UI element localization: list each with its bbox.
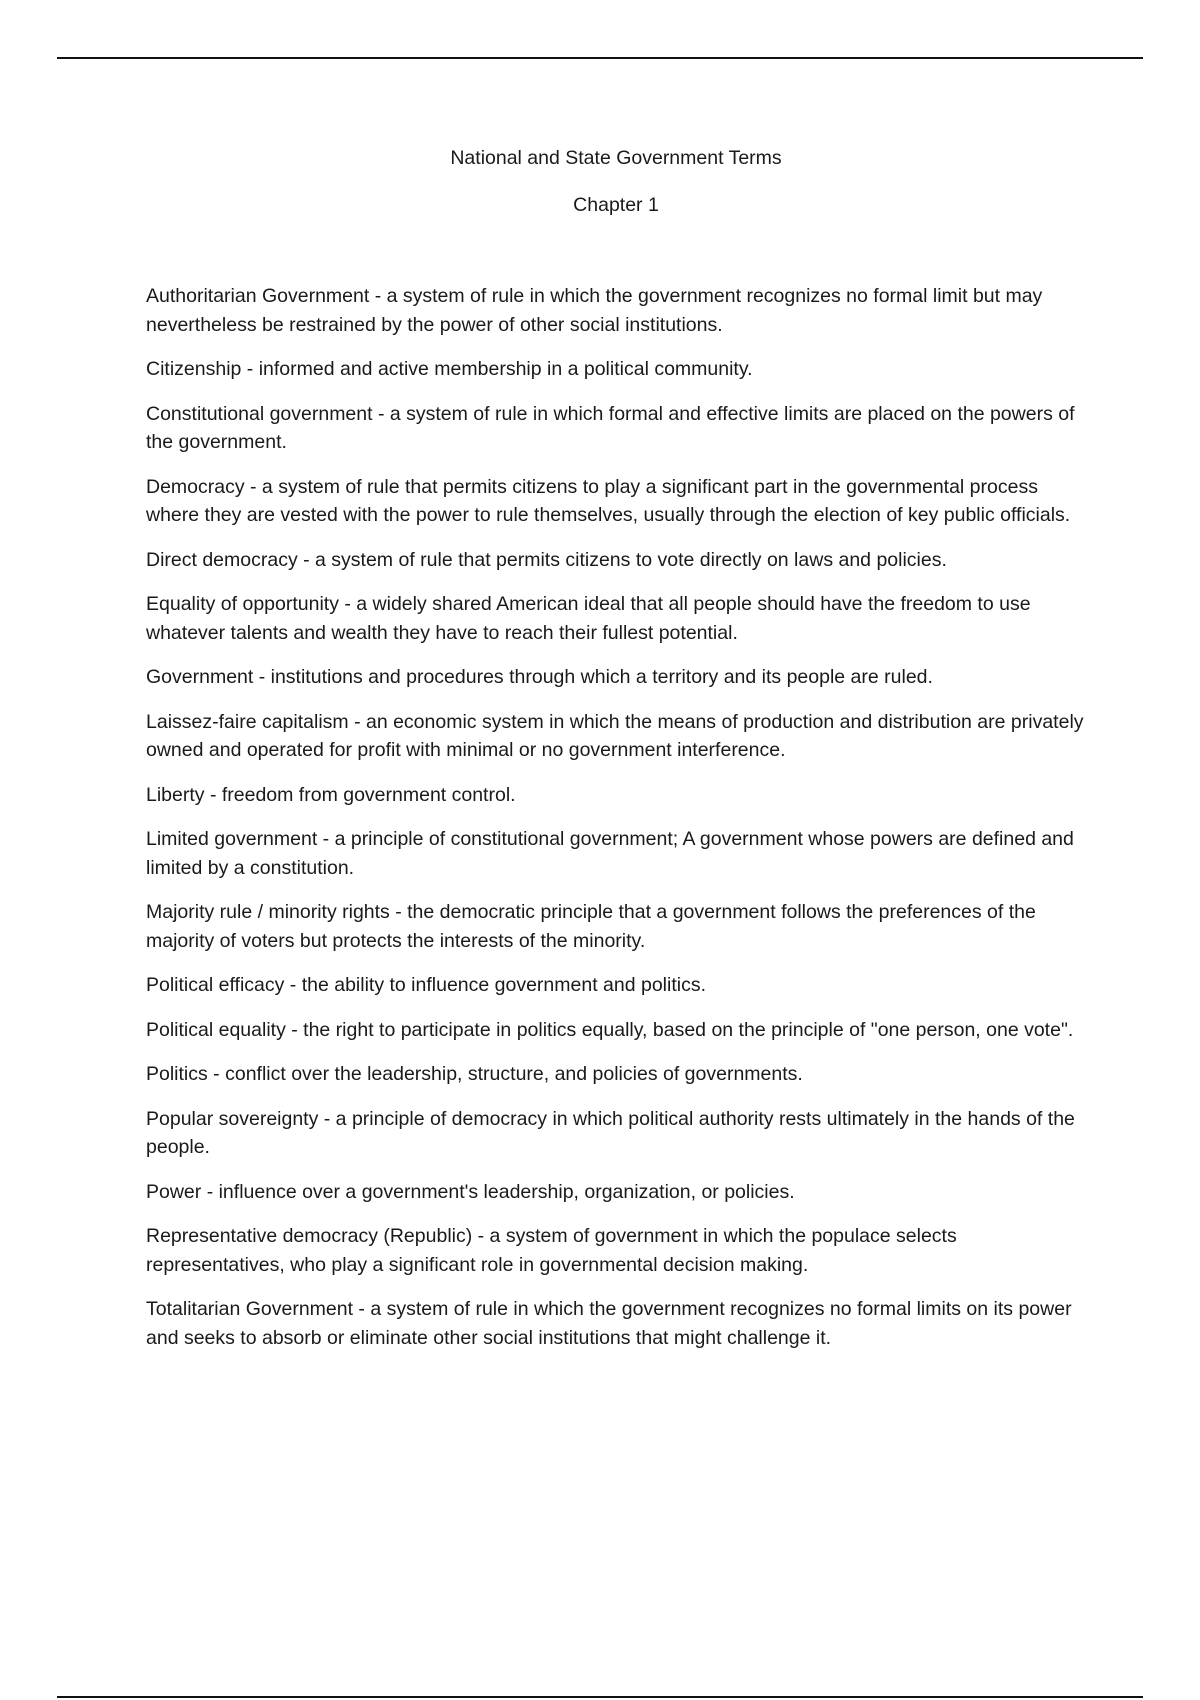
term-majority-rule-minority-rights: Majority rule / minority rights - the democratic principle that a government follows the preferences of the majority of voters but protects the interests of the minority.: [146, 901, 1036, 952]
top-rule: [57, 57, 1143, 59]
term-equality-of-opportunity: Equality of opportunity - a widely shared American ideal that all people should have the freedom to use whatever talents and wealth they have to reach their fullest potential.: [146, 593, 1031, 644]
term-power: Power - influence over a government's leadership, organization, or policies.: [146, 1180, 795, 1203]
term-popular-sovereignty: Popular sovereignty - a principle of democracy in which political authority rests ultimately in the hands of the people.: [146, 1107, 1075, 1158]
term-political-efficacy: Political efficacy - the ability to influence government and politics.: [146, 974, 707, 996]
term-democracy: Democracy - a system of rule that permits citizens to play a significant part in the governmental process where they are vested with the power to rule themselves, usually through the election of key public officials.: [146, 475, 1071, 526]
term-politics: Politics - conflict over the leadership, structure, and policies of governments.: [146, 1063, 803, 1085]
term-authoritarian-government: Authoritarian Government - a system of rule in which the government recognizes no formal limit but may nevertheless be restrained by the power of other social institutions.: [146, 285, 1043, 336]
term-constitutional-government: Constitutional government - a system of rule in which formal and effective limits are placed on the powers of the government.: [146, 402, 1075, 453]
document-subtitle: Chapter 1: [573, 194, 659, 216]
term-liberty: Liberty - freedom from government control.: [146, 783, 516, 806]
term-government: Government - institutions and procedures through which a territory and its people are ruled.: [146, 666, 933, 688]
document-title: National and State Government Terms: [450, 147, 782, 169]
term-direct-democracy: Direct democracy - a system of rule that permits citizens to vote directly on laws and policies.: [146, 548, 947, 571]
title-block: [0, 145, 1200, 218]
term-totalitarian-government: Totalitarian Government - a system of rule in which the government recognizes no formal limits on its power and seeks to absorb or eliminate other social institutions that might challenge it.: [146, 1298, 1072, 1349]
term-limited-government: Limited government - a principle of constitutional government; A government whose powers are defined and limited by a constitution.: [146, 828, 1074, 879]
term-citizenship: Citizenship - informed and active membership in a political community.: [146, 358, 753, 380]
term-list: [146, 282, 1092, 1368]
bottom-rule: [57, 1696, 1143, 1698]
term-representative-democracy: Representative democracy (Republic) - a system of government in which the populace selects representatives, who play a significant role in governmental decision making.: [146, 1225, 957, 1276]
term-political-equality: Political equality - the right to participate in politics equally, based on the principle of "one person, one vote".: [146, 1018, 1074, 1041]
term-laissez-faire-capitalism: Laissez-faire capitalism - an economic system in which the means of production and distribution are privately owned and operated for profit with minimal or no government interference.: [146, 710, 1084, 761]
